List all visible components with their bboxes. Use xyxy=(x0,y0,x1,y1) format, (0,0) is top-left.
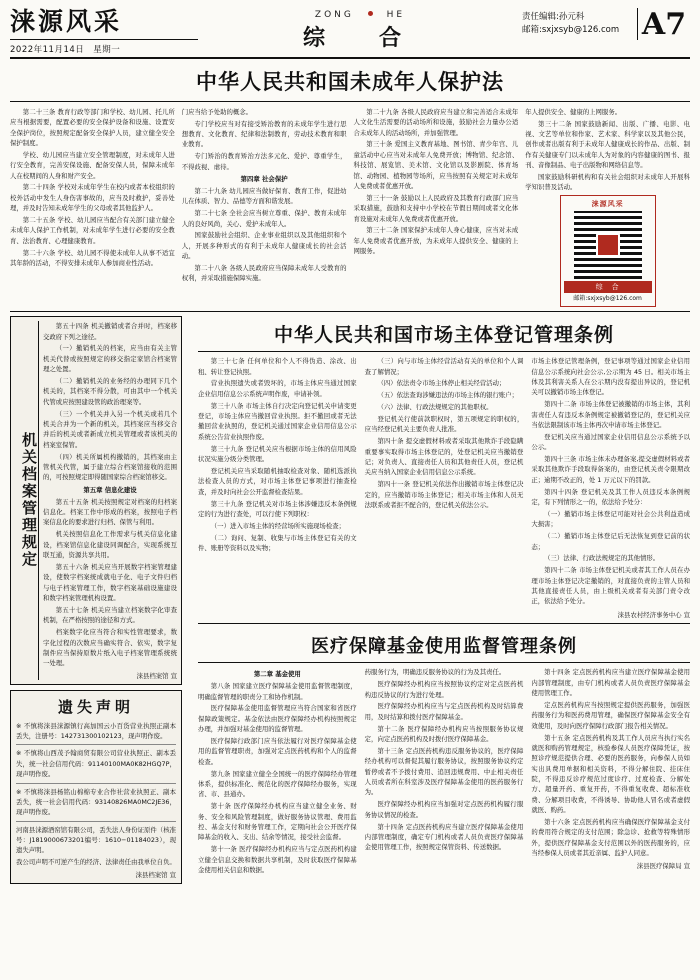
article1-column-4 xyxy=(525,107,690,307)
article2-column-3 xyxy=(531,356,690,608)
paragraph: （三）法律、行政法规规定的其他情形。 xyxy=(544,554,660,563)
paragraph: 医疗保障经办机构应当按照协议约定对定点医药机构违反协议的行为进行处理。 xyxy=(364,680,524,699)
divider xyxy=(10,311,690,312)
paragraph: 第二十九条 幼儿园应当做好保育、教育工作，促进幼儿在体质、智力、品德等方面和谐发展。 xyxy=(181,186,347,206)
paragraph: 营业执照遗失或者毁坏的，市场主体应当通过国家企业信用信息公示系统声明作废，申请补领。 xyxy=(198,379,357,398)
masthead-right xyxy=(522,8,690,40)
editor-line: 责任编辑:孙元科 xyxy=(522,12,585,22)
archive-rules-box xyxy=(10,316,182,685)
paragraph: 第十四条 定点医药机构应当建立医疗保障基金使用内部管理制度，由专门机构或者人员负责医疗保障基金使用管理工作。 xyxy=(531,668,691,698)
paragraph: 第二十六条 学校、幼儿园不得使未成年人从事不适宜其年龄的活动，不得安排未成年人参加商业性活动。 xyxy=(10,248,175,267)
paragraph: （三）一个机关并入另一个机关或若几个机关合并为一个新的机关，其档案应当移交合并后的机关或者新成立机关管理或者该机关的档案室保管。 xyxy=(43,409,177,449)
paragraph: 医疗保障经办机构应当与定点医药机构及时结算费用，及时结算和拨付医疗保障基金。 xyxy=(364,702,524,721)
paragraph: ※ 不慎将涞县涞源镇行高加国云小百货营业执照正副本丢失，注册号：142731300102123，现声明作废。 xyxy=(16,721,176,741)
qr-banner: 综 合 xyxy=(564,281,652,293)
paragraph: 第五十七条 机关应当建立档案数字化审查机制，在严格按照的途径和方式。 xyxy=(43,605,177,625)
paragraph: 第十五条 定点医药机构及其工作人员应当执行实名就医和购药管理规定，核验参保人员医疗保障凭证，按照诊疗规范提供合理、必要的医药服务，向参保人员如实出具费用单据和相关资料，不得分解住院、挂床住院，不得违反诊疗规范过度诊疗、过度检查、分解处方、超量开药、重复开药，不得重复收费、超标准收费、分解项目收费，不得诱导、协助他人冒名或者虚假就医、购药。 xyxy=(531,733,691,815)
section-title: 综 合 xyxy=(302,25,417,51)
divider xyxy=(16,821,176,822)
paragraph: 年人提供安全、健康的上网服务。 xyxy=(525,107,622,116)
right-column-stack xyxy=(198,316,690,884)
paragraph: 第五十六条 机关应当开展数字档案管理建设，使数字档案统成就电子化、电子文件归档与电子档案管理工作，数字档案基础设施建设和数字档案管理机构设置。 xyxy=(43,562,177,603)
paragraph: 第二十五条 学校、幼儿园应当配合有关部门建立健全未成年人保护工作机制，对未成年学生进行必要的安全教育、法治教育、心理健康教育。 xyxy=(10,216,175,245)
paragraph: （四）机关所属机构撤销的，其档案由主管机关代管，属于建立综合档案馆接收的范围的，可按照规定即得随国家综合档案馆移交。 xyxy=(43,452,177,482)
paragraph: 专门学校应当对有接受矫治教育的未成年学生进行思想教育、文化教育、纪律和法制教育，劳动技术教育和职业教育。 xyxy=(181,119,347,149)
paper-name: 涞源风采 xyxy=(10,8,198,40)
paragraph: 第二十九条 各级人民政府应当建立和完善适合未成年人文化生活需要的活动场所和设施，鼓励社会力量办公适合未成年人的活动场所，并加强管理。 xyxy=(353,107,519,137)
paragraph: 国家鼓励社会组织、企业事业组织以及其他组织和个人，开展多种形式的有利于未成年人健康成长的社会活动。 xyxy=(181,231,347,261)
paragraph: 学校、幼儿园应当建立安全管理制度，对未成年人进行安全教育，完善安保设施、配备安保人员，保障未成年人在校期间的人身和财产安全。 xyxy=(10,150,175,180)
paragraph: 第十二条 医疗保障经办机构应当按照服务协议规定，向定点医药机构及时拨付医疗保障基金。 xyxy=(364,724,524,744)
left-column-stack xyxy=(10,316,190,884)
paragraph: （三）向与市场主体经营活动有关的单位和个人调查了解情况； xyxy=(364,357,524,376)
paragraph: 专门矫治的教育矫治方法多元化、爱护、尊重学生，不得歧视、虐待。 xyxy=(181,152,347,171)
paragraph: （二）撤销市场主体登记后无法恢复到登记前的状态； xyxy=(531,532,691,551)
section-heading: 第二章 基金使用 xyxy=(253,670,301,679)
paragraph: （一）撤销机关的档案，应当由有关主管机关代替或按照规定的移交指定家馆合档案管理之处置。 xyxy=(43,344,177,374)
paragraph: 第四十三条 市场主体未办理备案,提交虚假材料或者采取其他欺诈手段取得备案的，由登记机关责令限期改正；逾期不改正的，处 1 万元以下的罚款。 xyxy=(531,455,691,484)
paragraph: 第四十二条 市场主体登记机关或者其工作人员在办理市场主体登记决定撤销的，对直接负责的主管人员和其他直接责任人员，由上级机关或者有关部门责令改正，依法给予处分。 xyxy=(531,566,691,606)
paragraph: 登记机关应当采取随机抽取检查对象、随机选派执法检查人员的方式，对市场主体登记事项进行抽查检查，并及时向社会公开监督检查结果。 xyxy=(198,466,357,496)
article2-headline: 中华人民共和国市场主体登记管理条例 xyxy=(198,316,690,352)
middle-band xyxy=(10,316,690,884)
paragraph: （五）依法查询涉嫌违法的市场主体的银行账户； xyxy=(377,391,519,400)
lost-notice-signoff: 涞县档案馆 宣 xyxy=(135,870,176,879)
divider xyxy=(16,783,176,784)
section-heading: 第四章 社会保护 xyxy=(240,175,288,183)
article2-body xyxy=(198,356,690,608)
article1-column-1 xyxy=(10,107,175,307)
masthead-info xyxy=(522,8,638,40)
dot-ornament-icon xyxy=(368,11,373,16)
divider xyxy=(198,623,690,624)
article1-column-2 xyxy=(182,107,347,307)
paragraph: 第二十四条 学校对未成年学生在校内或者本校组织的校外活动中发生人身伤害事故的，应当及时救护，妥善处理，并及时告知未成年学生的父母或者其他监护人。 xyxy=(10,183,175,213)
pinyin-left: ZONG xyxy=(314,10,354,20)
paragraph: 我公司声明不可逆产生的经济、法律责任由我单位自负。 xyxy=(16,858,176,867)
paragraph: 第八条 国家建立医疗保障基金使用监督管理制度，明确监督管理的职责分工和协作机制。 xyxy=(198,682,357,701)
paragraph: 国家鼓励科研机构和有关社会组织对未成年人开展科学知识普及活动。 xyxy=(525,173,690,192)
section-heading: 第五章 信息化建设 xyxy=(83,485,137,494)
lost-notice-title: 遗失声明 xyxy=(57,697,134,716)
paragraph: 第十四条 定点医药机构应当建立医疗保障基金使用内部管理制度，确定专门机构或者人员负责医疗保障基金使用管理工作，按照规定保管资料、传送数据。 xyxy=(364,822,524,852)
qr-code-icon[interactable] xyxy=(574,211,642,279)
email-line: 邮箱:sxjxsyb@126.com xyxy=(522,24,620,35)
article3-signoff: 涞县医疗保障局 宣 xyxy=(636,861,691,870)
paragraph: 第三十一条 鼓励以上人民政府及其教育行政部门应当采取措施，鼓励和支持中小学校在节假日期间或者文化体育设施对未成年人免费或者优惠开放。 xyxy=(353,193,519,223)
paragraph: 定点医药机构应当按照规定提供医药服务，加强医药服务行为和医药费用管理，确保医疗保障基金安全有效使用，及时向医疗保障行政部门报告相关情况。 xyxy=(531,700,691,730)
paragraph: 第五十四条 机关撤销或者合并时，档案移交政府下列之途径。 xyxy=(43,322,177,341)
paragraph: （一）进入市场主体的经营场所实施现场检查； xyxy=(210,521,345,530)
paragraph: 登记机关行使前款职权时，第五项规定的职权的，应当经登记机关主要负责人批准。 xyxy=(364,415,524,434)
paragraph: 第三十二条 国家鼓励新闻、出版、广播、电影、电视、文艺等单位和作家、艺术家、科学家以及其他公民，创作或者出版有利于未成年人健康成长的作品、出版、制作有关健康专门以未成年人为对象的内容健康的图书、报刊、音像制品、电子出版物和网络信息等。 xyxy=(525,119,690,170)
paragraph: （二）撤销机关的业务经的办理同下几个机关的，其档案不得分散，可由其中一个机关代管或应按照建设管的政治理案等。 xyxy=(43,377,177,406)
paragraph: 登记机关应当通过国家企业信用信息公示系统予以公示。 xyxy=(531,432,691,452)
lost-notice-box xyxy=(10,690,182,884)
paragraph: 机关按照信息化工作需求与机关信息化建设，档案馆信息化建设同调配合，实现系统互联互通，资源共享共用。 xyxy=(43,530,177,560)
paragraph: ※ 不慎将山西茂予翰商贸有限公司营业执照正、副本丢失，统一社会信用代码：91140100MA0K82HGQ7P，现声明作废。 xyxy=(16,749,176,779)
paragraph: 医疗保障行政部门应当依法履行对医疗保障基金使用的监督管理职责，加强对定点医药机构和个人的监督检查。 xyxy=(198,737,357,766)
divider xyxy=(16,744,176,745)
article3-column-1 xyxy=(198,667,357,877)
paragraph: 第四十条 提交虚假材料或者采取其他欺诈手段隐瞒重要事实取得市场主体登记的，处登记机关应当撤销登记；对负责人、直接责任人员和其他责任人员，登记机关应当纳入国家企业信用信息公示系统。 xyxy=(364,437,524,477)
paragraph: 市场主体登记管理条例，登记事项等通过国家企业信用信息公示系统向社会公示,公示期为 45 日。相关市场主体及其利害关系人在公示期内没有提出异议的，登记机关可以撤销市场主体登记。 xyxy=(531,357,691,397)
archive-rules-signoff: 涞县档案馆 宣 xyxy=(136,671,177,680)
paragraph: 第四十一条 登记机关依法作出撤销市场主体登记决定的，应当撤销市场主体登记；相关市场主体和人员无法联系或者拒不配合的，登记机关依法公示。 xyxy=(364,480,524,510)
paragraph: 第二十八条 各级人民政府应当保障未成年人受教育的权利，并采取措施保障实施。 xyxy=(181,264,347,283)
article1-headline: 中华人民共和国未成年人保护法 xyxy=(10,59,690,102)
paragraph: 第四十二条 市场主体登记被撤销的市场主体，其利害责任人有违反本条例规定被撤销登记的，登记机关应当依法限制该市场主体再次申请市场主体登记。 xyxy=(531,400,691,429)
article1-body xyxy=(10,107,690,307)
masthead xyxy=(10,8,690,59)
article3-body xyxy=(198,667,690,877)
paragraph: 第五十五条 机关按照规定对档案的归档案信息化。档案工作中形成的档案，按照电子档案信息化的要求进行归档、保管与利用。 xyxy=(43,497,177,527)
paragraph: 第十条 医疗保障经办机构应当建立健全业务、财务、安全和风险管理制度，做好服务协议管理、费用监控、基金支付和财务管理工作，定期向社会公开医疗保障基金的收入、支出、结余等情况，接受社会监督。 xyxy=(198,802,357,842)
paragraph: 第四十四条 登记机关及其工作人员违反本条例规定，有下列情形之一的，依法给予处分： xyxy=(531,487,691,507)
paragraph: 第九条 国家建立健全全国统一的医疗保障经办管理体系，提供标准化、规范化的医疗保障经办服务，实现省、市、县通办。 xyxy=(198,769,357,799)
article2-column-1 xyxy=(198,356,357,608)
paragraph: 第三十二条 国家保护未成年人身心健康，应当对未成年人免费或者优惠开放，为未成年人提供安全、健康的上网服务。 xyxy=(353,226,519,256)
paragraph: 第二十三条 教育行政等部门和学校、幼儿园、托儿所应当根据需要，配置必要的安全保护设备和设施、设置安全保护岗位，按照规定配备安全保护人员，建立健全安全保护制度。 xyxy=(10,107,175,147)
paragraph: （一）撤销市场主体登记可能对社会公共利益造成大损害； xyxy=(531,509,691,529)
paragraph: （二）询问、复制、收集与市场主体登记有关的文件、账册等资料以及实物； xyxy=(198,533,357,553)
paragraph: 第三十条 爱国主义教育基地、图书馆、青少年宫、儿童活动中心应当对未成年人免费开放；博物馆、纪念馆、科技馆、展览馆、美术馆、文化馆以及影剧院、体育场馆、动物园、植物园等场所，应当按照有关规定对未成年人免费或者优惠开放。 xyxy=(353,140,519,190)
section-pinyin xyxy=(198,10,522,20)
page-number: A7 xyxy=(641,7,687,42)
archive-rules-body xyxy=(43,321,177,680)
paragraph: 第二十七条 全社会应当树立尊重、保护、教育未成年人的良好风尚，关心、爱护未成年人。 xyxy=(181,209,347,228)
paragraph: 第十六条 定点医药机构应当确保医疗保障基金支付的费用符合规定的支付范围；除急诊、抢救等特殊情形外，提供医疗保障基金支付范围以外的医药服务的，应当经参保人员或者其近亲属、监护人同意。 xyxy=(531,818,691,858)
article3-column-3 xyxy=(531,667,690,877)
paragraph: 第三十九条 登记机关应当根据市场主体的信用风险状况实施分级分类管理。 xyxy=(198,444,357,464)
paragraph: 河南县涞源酒窑馆有限公司，丢失法人身份证原件（核准号：J1819000673201编号：1610−01184023），现遗失声明。 xyxy=(16,825,176,855)
masthead-center xyxy=(198,8,522,52)
article2-column-2 xyxy=(365,356,524,608)
paragraph: 第三十七条 任何单位和个人不得伪造、涂改、出租、转让登记执照。 xyxy=(198,357,357,376)
article3-headline: 医疗保障基金使用监督管理条例 xyxy=(198,628,690,663)
archive-rules-title: 机关档案管理规定 xyxy=(15,321,39,680)
publication-date: 2022年11月14日 星期一 xyxy=(10,44,121,55)
paragraph: （四）依法责令市场主体停止相关经营活动； xyxy=(377,379,506,388)
paragraph: 档案数字化应当符合和实性管理要求，数字化过程的次数应当确实符合、依实，数字复制件应当保持原数片纸入电子档案管理系统统一处理。 xyxy=(43,628,177,668)
pinyin-right: HE xyxy=(386,10,406,20)
paragraph: 第三十九条 登记机关对市场主体涉嫌违反本条例规定的行为进行查处，可以行使下列职权： xyxy=(198,499,357,518)
paragraph: 第三十八条 市场主体自行决定向登记机关申请变更登记，市场主体应当撤回营业执照。拒不撤回或者无法撤回营业执照的，登记机关通过国家企业信用信息公示系统公告营业执照作废。 xyxy=(198,401,357,441)
paragraph: （六）法律、行政法规规定的其他职权。 xyxy=(377,403,493,412)
qr-caption: 邮箱:sxjxsyb@126.com xyxy=(573,294,642,302)
paragraph: 医疗保障基金使用监督管理应当符合国家和省医疗保障政策规定。基金依法由医疗保障经办机构按照规定办理，并加强对基金使用的监督管理。 xyxy=(198,704,357,734)
article1-column-3 xyxy=(354,107,519,307)
masthead-left xyxy=(10,8,198,55)
paragraph: 医疗保障经办机构应当加强对定点医药机构履行服务协议情况的检查。 xyxy=(364,800,524,819)
qr-title: 涞源风采 xyxy=(591,199,624,208)
paragraph: 第十三条 定点医药机构违反服务协议的，医疗保障经办机构可以督促其履行服务协议，按照服务协议约定暂停或者不予拨付费用、追回违规费用、中止相关责任人员或者所在科室涉及医疗保障基金使用的医药服务行为。 xyxy=(364,746,524,797)
qr-promo-box[interactable] xyxy=(560,195,656,307)
paragraph: ※ 不慎将涞县杨铭山棉棉专业合作社营业执照正、副本丢失，统一社会信用代码：93140826MA0MC2JE36，现声明作废。 xyxy=(16,787,176,817)
article3-column-2 xyxy=(365,667,524,877)
paragraph: 药服务行为，明确违反服务协议的行为及其责任。 xyxy=(364,668,506,677)
paragraph: 门应当给予处助的概念。 xyxy=(181,107,253,116)
article2-signoff: 涞县农村经济事务中心 宣 xyxy=(617,611,690,620)
paragraph: 第十一条 医疗保障经办机构应当与定点医药机构建立健全信息交换和数据共享机制，及时获取医疗保障基金使用相关信息和数据。 xyxy=(198,845,357,875)
